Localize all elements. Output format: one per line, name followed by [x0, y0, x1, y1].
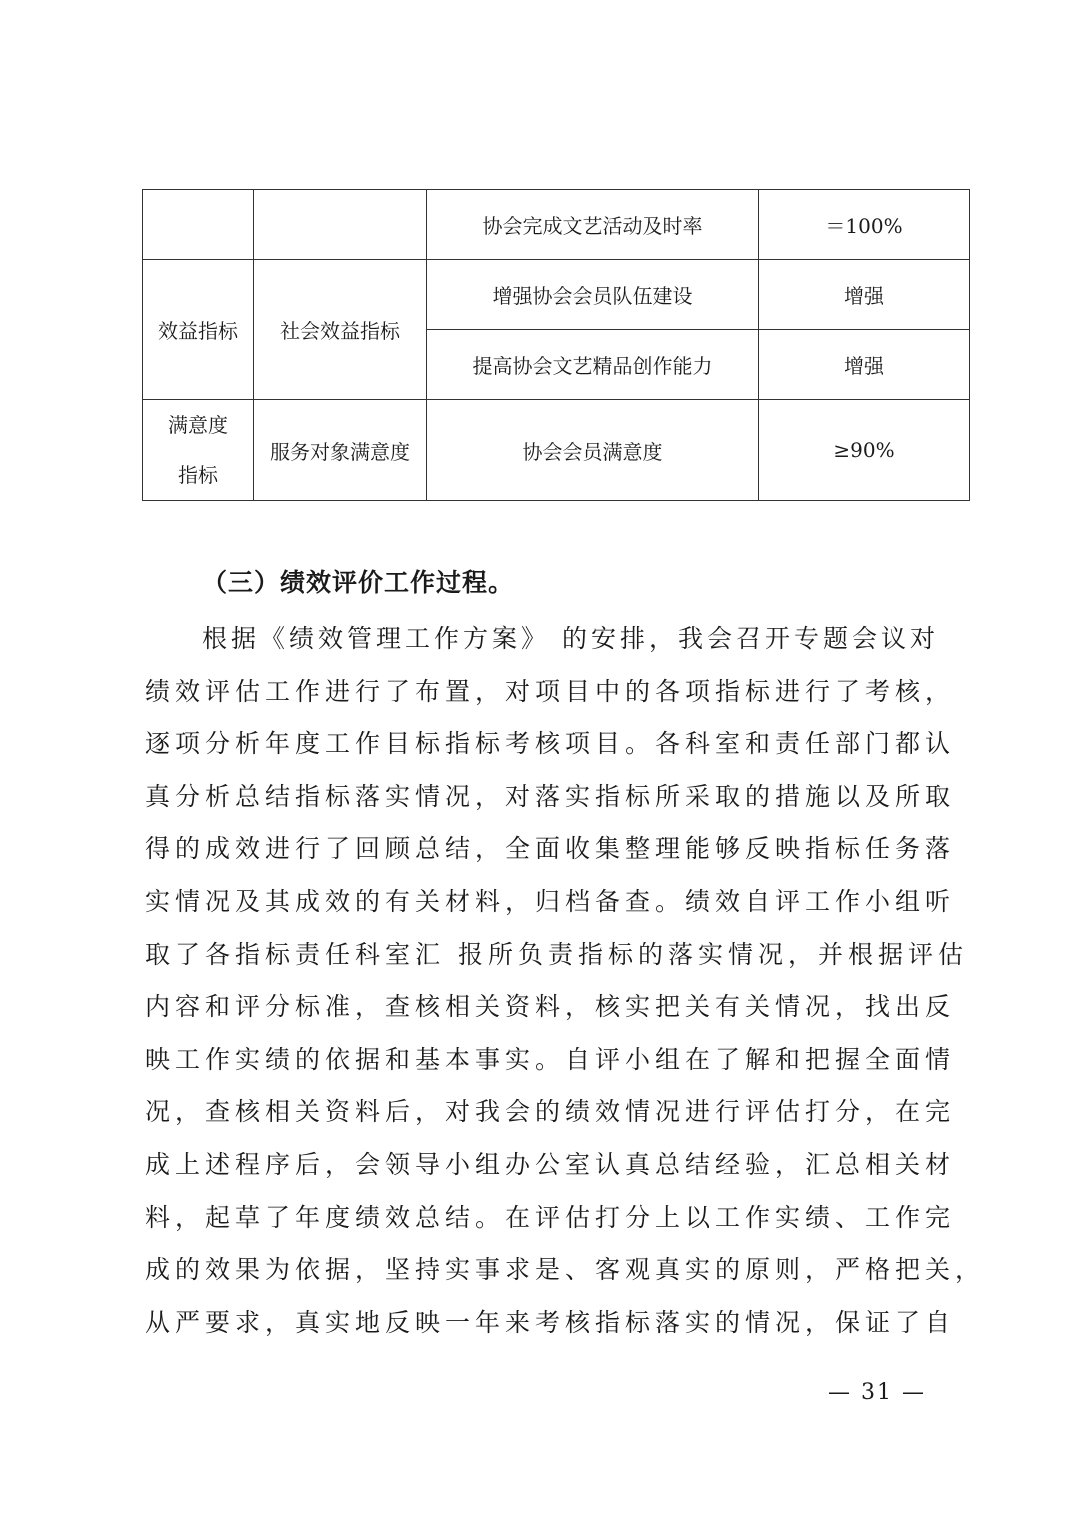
indicator-cell: 提高协会文艺精品创作能力	[427, 330, 759, 400]
level1-cell: 效益指标	[143, 260, 254, 400]
level1-line: 指标	[178, 463, 218, 487]
indicator-cell: 增强协会会员队伍建设	[427, 260, 759, 330]
text-line: 内容和评分标准，查核相关资料，核实把关有关情况，找出反	[145, 992, 956, 1022]
page-number: — 31 —	[828, 1380, 926, 1405]
section-heading: （三）绩效评价工作过程。	[202, 568, 515, 597]
text-line: 从严要求，真实地反映一年来考核指标落实的情况，保证了自	[145, 1307, 956, 1337]
target-cell: 增强	[759, 260, 970, 330]
target-cell: ≥90%	[759, 400, 970, 501]
body-paragraph	[145, 613, 986, 1349]
level1-line: 满意度	[168, 413, 228, 437]
text-line: 取了各指标责任科室汇 报所负责指标的落实情况，并根据评估	[145, 939, 968, 969]
text-line: 真分析总结指标落实情况，对落实指标所采取的措施以及所取	[145, 781, 956, 811]
text-line: 实情况及其成效的有关材料，归档备查。绩效自评工作小组听	[145, 886, 956, 916]
target-cell: 增强	[759, 330, 970, 400]
level1-cell	[143, 400, 254, 501]
text-line: 映工作实绩的依据和基本事实。自评小组在了解和把握全面情	[145, 1044, 956, 1074]
text-line: 逐项分析年度工作目标指标考核项目。各科室和责任部门都认	[145, 729, 956, 759]
level2-cell	[254, 190, 427, 260]
text-line: 绩效评估工作进行了布置，对项目中的各项指标进行了考核，	[145, 676, 956, 706]
text-line: 得的成效进行了回顾总结，全面收集整理能够反映指标任务落	[145, 834, 956, 864]
performance-indicator-table	[142, 189, 970, 501]
text-line: 料，起草了年度绩效总结。在评估打分上以工作实绩、工作完	[145, 1202, 956, 1232]
text-line: 成上述程序后，会领导小组办公室认真总结经验，汇总相关材	[145, 1149, 956, 1179]
table-row	[143, 190, 970, 260]
text-line: 成的效果为依据，坚持实事求是、客观真实的原则，严格把关，	[145, 1255, 986, 1285]
indicator-cell: 协会会员满意度	[427, 400, 759, 501]
level2-cell: 服务对象满意度	[254, 400, 427, 501]
level2-cell: 社会效益指标	[254, 260, 427, 400]
text-line: 况，查核相关资料后，对我会的绩效情况进行评估打分，在完	[145, 1097, 956, 1127]
level1-cell	[143, 190, 254, 260]
text-line: 根据《绩效管理工作方案》 的安排，我会召开专题会议对	[202, 624, 939, 653]
table-row	[143, 400, 970, 501]
target-cell: ＝100%	[759, 190, 970, 260]
indicator-cell: 协会完成文艺活动及时率	[427, 190, 759, 260]
table-row	[143, 260, 970, 330]
